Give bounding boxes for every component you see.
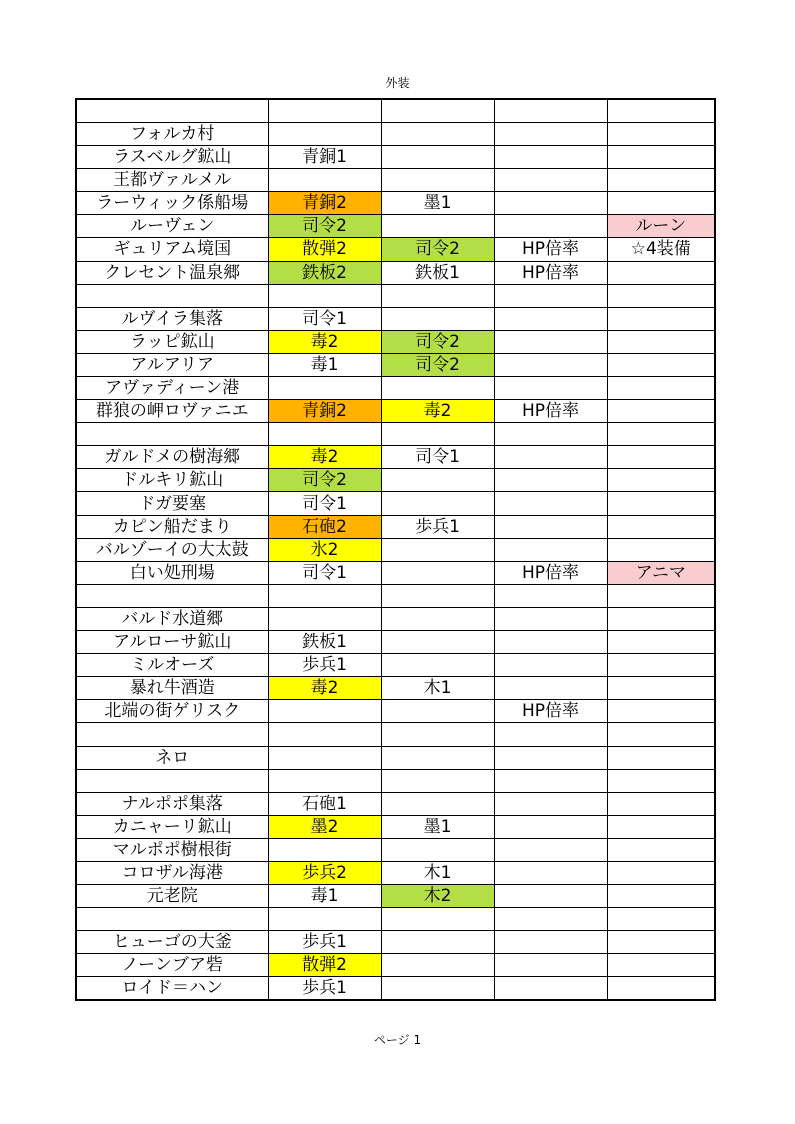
material-1-cell[interactable] <box>268 607 381 630</box>
material-1-cell[interactable]: 司令2 <box>268 215 381 238</box>
extra-cell[interactable] <box>607 377 715 400</box>
modifier-cell[interactable] <box>494 654 607 677</box>
modifier-cell[interactable]: HP倍率 <box>494 261 607 284</box>
material-2-cell[interactable] <box>381 769 494 792</box>
extra-cell[interactable] <box>607 838 715 861</box>
location-cell[interactable] <box>76 769 268 792</box>
modifier-cell[interactable] <box>494 192 607 215</box>
material-1-cell[interactable]: 散弾2 <box>268 238 381 261</box>
extra-cell[interactable] <box>607 607 715 630</box>
modifier-cell[interactable] <box>494 146 607 169</box>
table-row <box>76 746 715 769</box>
material-1-cell[interactable] <box>268 423 381 446</box>
material-2-cell[interactable] <box>381 723 494 746</box>
extra-cell[interactable] <box>607 654 715 677</box>
material-2-cell[interactable] <box>381 954 494 977</box>
material-2-cell[interactable]: 木2 <box>381 885 494 908</box>
location-cell[interactable]: ロイド＝ハン <box>76 977 268 1000</box>
material-2-cell[interactable] <box>381 700 494 723</box>
extra-cell[interactable]: ルーン <box>607 215 715 238</box>
material-1-cell[interactable]: 青銅1 <box>268 146 381 169</box>
location-cell[interactable]: ラーウィック係船場 <box>76 192 268 215</box>
material-2-cell[interactable] <box>381 908 494 931</box>
modifier-cell[interactable] <box>494 908 607 931</box>
modifier-cell[interactable] <box>494 515 607 538</box>
extra-cell[interactable] <box>607 631 715 654</box>
table-row <box>76 838 715 861</box>
material-1-cell[interactable]: 青銅2 <box>268 192 381 215</box>
table-row <box>76 353 715 376</box>
modifier-cell[interactable] <box>494 353 607 376</box>
table-row <box>76 607 715 630</box>
material-2-cell[interactable] <box>381 99 494 122</box>
extra-cell[interactable] <box>607 723 715 746</box>
modifier-cell[interactable] <box>494 977 607 1000</box>
extra-cell[interactable] <box>607 146 715 169</box>
location-cell[interactable]: コロザル海港 <box>76 861 268 884</box>
material-2-cell[interactable] <box>381 838 494 861</box>
modifier-cell[interactable] <box>494 931 607 954</box>
page-footer: ページ 1 <box>373 1033 422 1047</box>
extra-cell[interactable] <box>607 307 715 330</box>
material-1-cell[interactable]: 青銅2 <box>268 400 381 423</box>
material-2-cell[interactable] <box>381 654 494 677</box>
modifier-cell[interactable] <box>494 99 607 122</box>
extra-cell[interactable] <box>607 977 715 1000</box>
modifier-cell[interactable] <box>494 330 607 353</box>
modifier-cell[interactable]: HP倍率 <box>494 238 607 261</box>
material-1-cell[interactable] <box>268 838 381 861</box>
extra-cell[interactable] <box>607 538 715 561</box>
extra-cell[interactable] <box>607 99 715 122</box>
location-cell[interactable]: カピン船だまり <box>76 515 268 538</box>
location-cell[interactable]: ノーンブア砦 <box>76 954 268 977</box>
table-row <box>76 723 715 746</box>
material-2-cell[interactable]: 司令2 <box>381 353 494 376</box>
location-cell[interactable]: フォルカ村 <box>76 122 268 145</box>
location-cell[interactable]: 群狼の岬ロヴァニエ <box>76 400 268 423</box>
modifier-cell[interactable] <box>494 838 607 861</box>
table-row <box>76 330 715 353</box>
modifier-cell[interactable] <box>494 954 607 977</box>
extra-cell[interactable] <box>607 122 715 145</box>
table-row <box>76 631 715 654</box>
modifier-cell[interactable] <box>494 538 607 561</box>
table-row <box>76 492 715 515</box>
modifier-cell[interactable] <box>494 423 607 446</box>
location-cell[interactable]: ナルポポ集落 <box>76 792 268 815</box>
table-row <box>76 307 715 330</box>
material-2-cell[interactable]: 歩兵1 <box>381 515 494 538</box>
material-2-cell[interactable] <box>381 469 494 492</box>
material-1-cell[interactable]: 散弾2 <box>268 954 381 977</box>
extra-cell[interactable]: アニマ <box>607 561 715 584</box>
material-2-cell[interactable]: 木1 <box>381 677 494 700</box>
extra-cell[interactable] <box>607 353 715 376</box>
location-cell[interactable]: アルアリア <box>76 353 268 376</box>
location-cell[interactable]: 北端の街ゲリスク <box>76 700 268 723</box>
modifier-cell[interactable] <box>494 769 607 792</box>
material-2-cell[interactable]: 鉄板1 <box>381 261 494 284</box>
modifier-cell[interactable] <box>494 885 607 908</box>
material-1-cell[interactable] <box>268 377 381 400</box>
table-row <box>76 423 715 446</box>
location-cell[interactable]: ドルキリ鉱山 <box>76 469 268 492</box>
extra-cell[interactable] <box>607 515 715 538</box>
table-row <box>76 99 715 122</box>
material-1-cell[interactable]: 司令1 <box>268 561 381 584</box>
table-row <box>76 861 715 884</box>
material-1-cell[interactable]: 歩兵1 <box>268 931 381 954</box>
material-2-cell[interactable] <box>381 931 494 954</box>
material-1-cell[interactable] <box>268 169 381 192</box>
extra-cell[interactable] <box>607 931 715 954</box>
location-cell[interactable]: ドガ要塞 <box>76 492 268 515</box>
modifier-cell[interactable] <box>494 122 607 145</box>
material-1-cell[interactable]: 司令2 <box>268 469 381 492</box>
material-2-cell[interactable]: 毒2 <box>381 400 494 423</box>
extra-cell[interactable] <box>607 700 715 723</box>
table-row <box>76 538 715 561</box>
location-cell[interactable]: バルド水道郷 <box>76 607 268 630</box>
table-row <box>76 584 715 607</box>
material-1-cell[interactable] <box>268 723 381 746</box>
material-2-cell[interactable]: 木1 <box>381 861 494 884</box>
table-row <box>76 792 715 815</box>
modifier-cell[interactable] <box>494 469 607 492</box>
material-1-cell[interactable]: 歩兵1 <box>268 654 381 677</box>
location-cell[interactable] <box>76 284 268 307</box>
location-cell[interactable]: 暴れ牛酒造 <box>76 677 268 700</box>
material-1-cell[interactable]: 石砲1 <box>268 792 381 815</box>
location-cell[interactable]: アヴァディーン港 <box>76 377 268 400</box>
table-row <box>76 122 715 145</box>
material-2-cell[interactable] <box>381 169 494 192</box>
location-cell[interactable]: ミルオーズ <box>76 654 268 677</box>
extra-cell[interactable] <box>607 792 715 815</box>
material-1-cell[interactable] <box>268 769 381 792</box>
table-row <box>76 977 715 1000</box>
table-row <box>76 146 715 169</box>
material-2-cell[interactable] <box>381 607 494 630</box>
table-row <box>76 261 715 284</box>
modifier-cell[interactable] <box>494 446 607 469</box>
modifier-cell[interactable] <box>494 723 607 746</box>
table-row <box>76 677 715 700</box>
material-1-cell[interactable]: 司令1 <box>268 492 381 515</box>
modifier-cell[interactable] <box>494 792 607 815</box>
extra-cell[interactable] <box>607 746 715 769</box>
modifier-cell[interactable] <box>494 584 607 607</box>
material-1-cell[interactable]: 鉄板2 <box>268 261 381 284</box>
location-cell[interactable] <box>76 723 268 746</box>
extra-cell[interactable] <box>607 584 715 607</box>
modifier-cell[interactable] <box>494 607 607 630</box>
modifier-cell[interactable]: HP倍率 <box>494 700 607 723</box>
material-2-cell[interactable]: 司令1 <box>381 446 494 469</box>
extra-cell[interactable] <box>607 677 715 700</box>
material-1-cell[interactable]: 毒1 <box>268 353 381 376</box>
location-cell[interactable] <box>76 584 268 607</box>
extra-cell[interactable] <box>607 769 715 792</box>
material-2-cell[interactable] <box>381 492 494 515</box>
extra-cell[interactable] <box>607 400 715 423</box>
material-2-cell[interactable]: 司令2 <box>381 238 494 261</box>
location-cell[interactable] <box>76 423 268 446</box>
material-1-cell[interactable]: 歩兵1 <box>268 977 381 1000</box>
location-cell[interactable]: 元老院 <box>76 885 268 908</box>
material-2-cell[interactable] <box>381 631 494 654</box>
extra-cell[interactable] <box>607 192 715 215</box>
material-2-cell[interactable]: 司令2 <box>381 330 494 353</box>
material-1-cell[interactable]: 毒2 <box>268 330 381 353</box>
location-cell[interactable] <box>76 908 268 931</box>
material-2-cell[interactable] <box>381 746 494 769</box>
extra-cell[interactable] <box>607 423 715 446</box>
spreadsheet-table <box>75 98 716 1001</box>
table-row <box>76 954 715 977</box>
material-2-cell[interactable] <box>381 584 494 607</box>
location-cell[interactable]: ネロ <box>76 746 268 769</box>
location-cell[interactable]: ギュリアム境国 <box>76 238 268 261</box>
location-cell[interactable]: マルポポ樹根街 <box>76 838 268 861</box>
modifier-cell[interactable] <box>494 284 607 307</box>
location-cell[interactable]: ラッピ鉱山 <box>76 330 268 353</box>
location-cell[interactable]: ルーヴェン <box>76 215 268 238</box>
material-2-cell[interactable] <box>381 561 494 584</box>
table-row <box>76 400 715 423</box>
modifier-cell[interactable] <box>494 492 607 515</box>
table-row <box>76 192 715 215</box>
extra-cell[interactable] <box>607 954 715 977</box>
modifier-cell[interactable] <box>494 215 607 238</box>
material-2-cell[interactable] <box>381 792 494 815</box>
table-row <box>76 908 715 931</box>
table-row <box>76 446 715 469</box>
modifier-cell[interactable] <box>494 746 607 769</box>
material-1-cell[interactable]: 氷2 <box>268 538 381 561</box>
material-2-cell[interactable] <box>381 284 494 307</box>
material-1-cell[interactable] <box>268 122 381 145</box>
material-1-cell[interactable] <box>268 584 381 607</box>
location-cell[interactable]: ラスベルグ鉱山 <box>76 146 268 169</box>
material-1-cell[interactable] <box>268 284 381 307</box>
table-body <box>76 99 715 1000</box>
material-2-cell[interactable] <box>381 377 494 400</box>
material-2-cell[interactable] <box>381 122 494 145</box>
extra-cell[interactable] <box>607 815 715 838</box>
extra-cell[interactable] <box>607 446 715 469</box>
material-2-cell[interactable] <box>381 307 494 330</box>
table-row <box>76 815 715 838</box>
material-2-cell[interactable] <box>381 146 494 169</box>
material-2-cell[interactable] <box>381 977 494 1000</box>
extra-cell[interactable] <box>607 169 715 192</box>
material-2-cell[interactable]: 墨1 <box>381 815 494 838</box>
material-1-cell[interactable]: 石砲2 <box>268 515 381 538</box>
location-cell[interactable]: ヒューゴの大釜 <box>76 931 268 954</box>
table-row <box>76 169 715 192</box>
table-row <box>76 931 715 954</box>
material-1-cell[interactable]: 歩兵2 <box>268 861 381 884</box>
table-row <box>76 561 715 584</box>
location-cell[interactable]: 王都ヴァルメル <box>76 169 268 192</box>
table-row <box>76 215 715 238</box>
modifier-cell[interactable] <box>494 377 607 400</box>
modifier-cell[interactable] <box>494 861 607 884</box>
material-2-cell[interactable] <box>381 215 494 238</box>
table-row <box>76 238 715 261</box>
extra-cell[interactable] <box>607 261 715 284</box>
table-row <box>76 654 715 677</box>
location-cell[interactable]: ルヴイラ集落 <box>76 307 268 330</box>
table-row <box>76 284 715 307</box>
material-1-cell[interactable]: 司令1 <box>268 307 381 330</box>
extra-cell[interactable] <box>607 908 715 931</box>
material-2-cell[interactable] <box>381 423 494 446</box>
table-row <box>76 469 715 492</box>
material-1-cell[interactable] <box>268 746 381 769</box>
extra-cell[interactable] <box>607 284 715 307</box>
location-cell[interactable]: クレセント温泉郷 <box>76 261 268 284</box>
material-1-cell[interactable]: 毒2 <box>268 446 381 469</box>
location-cell[interactable]: バルゾーイの大太鼓 <box>76 538 268 561</box>
extra-cell[interactable]: ☆4装備 <box>607 238 715 261</box>
material-1-cell[interactable]: 毒1 <box>268 885 381 908</box>
modifier-cell[interactable]: HP倍率 <box>494 400 607 423</box>
material-1-cell[interactable]: 毒2 <box>268 677 381 700</box>
modifier-cell[interactable] <box>494 815 607 838</box>
location-cell[interactable]: 白い処刑場 <box>76 561 268 584</box>
table-row <box>76 515 715 538</box>
extra-cell[interactable] <box>607 885 715 908</box>
extra-cell[interactable] <box>607 861 715 884</box>
material-1-cell[interactable] <box>268 99 381 122</box>
extra-cell[interactable] <box>607 492 715 515</box>
material-2-cell[interactable]: 墨1 <box>381 192 494 215</box>
page-header: 外装 <box>385 76 410 90</box>
material-1-cell[interactable] <box>268 908 381 931</box>
table-row <box>76 885 715 908</box>
modifier-cell[interactable] <box>494 169 607 192</box>
table-row <box>76 377 715 400</box>
location-cell[interactable]: アルローサ鉱山 <box>76 631 268 654</box>
modifier-cell[interactable] <box>494 307 607 330</box>
modifier-cell[interactable]: HP倍率 <box>494 561 607 584</box>
location-cell[interactable] <box>76 99 268 122</box>
modifier-cell[interactable] <box>494 677 607 700</box>
material-1-cell[interactable] <box>268 700 381 723</box>
table-row <box>76 700 715 723</box>
material-2-cell[interactable] <box>381 538 494 561</box>
location-cell[interactable]: ガルドメの樹海郷 <box>76 446 268 469</box>
extra-cell[interactable] <box>607 469 715 492</box>
extra-cell[interactable] <box>607 330 715 353</box>
table-row <box>76 769 715 792</box>
location-cell[interactable]: カニャーリ鉱山 <box>76 815 268 838</box>
modifier-cell[interactable] <box>494 631 607 654</box>
material-1-cell[interactable]: 鉄板1 <box>268 631 381 654</box>
material-1-cell[interactable]: 墨2 <box>268 815 381 838</box>
